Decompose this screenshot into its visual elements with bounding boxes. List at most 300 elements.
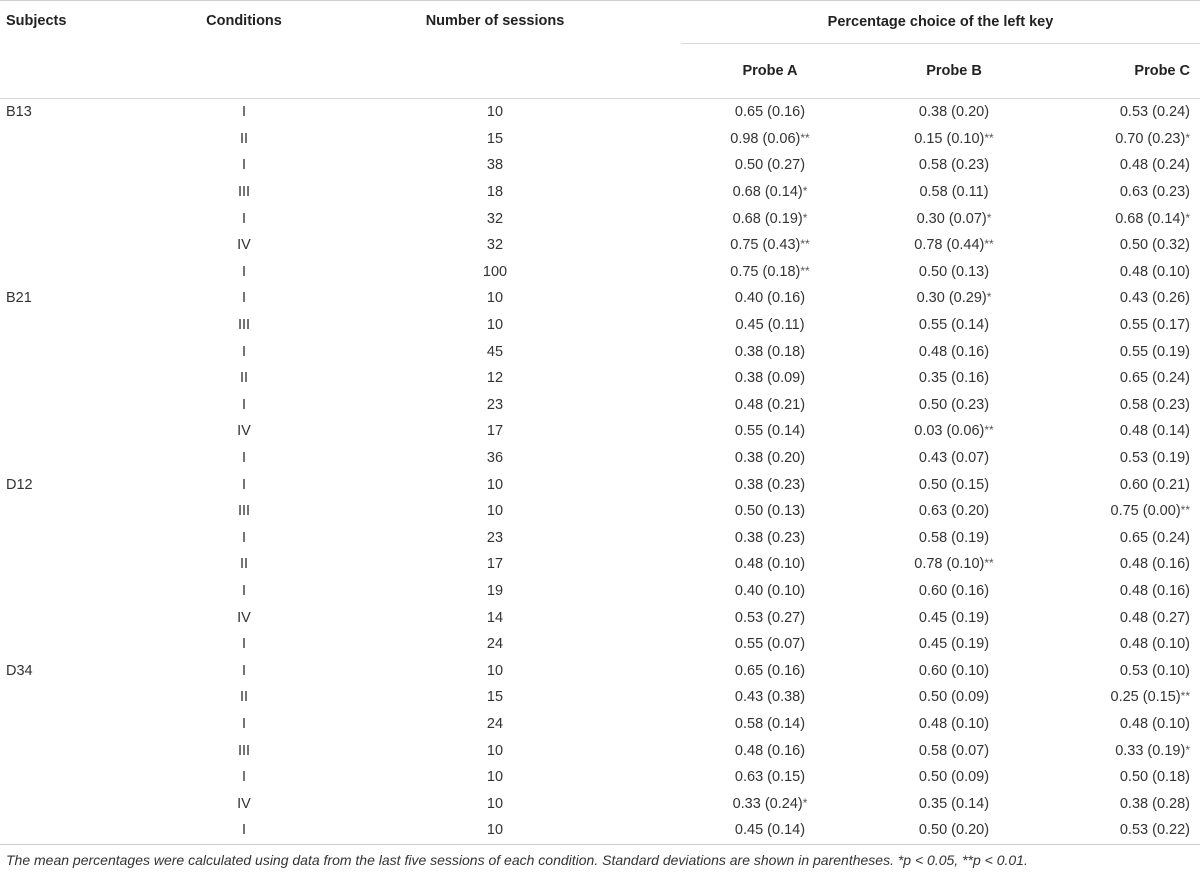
cell-probe-c [1049, 790, 1200, 817]
table-row [0, 179, 1200, 206]
cell-condition [179, 817, 309, 844]
cell-condition-value: I [241, 157, 247, 174]
cell-sessions [309, 205, 681, 232]
cell-probe-c-value: 0.53 (0.24) [1119, 104, 1190, 121]
significance-marker: ** [800, 263, 810, 278]
cell-probe-c-value: 0.58 (0.23) [1119, 396, 1190, 413]
cell-subject [0, 99, 179, 126]
cell-subject [0, 525, 179, 552]
table-body [0, 99, 1200, 845]
cell-condition-value: I [241, 715, 247, 732]
cell-sessions-value: 17 [486, 556, 504, 573]
table-row [0, 684, 1200, 711]
cell-probe-b [859, 711, 1049, 738]
cell-probe-b-value: 0.48 (0.10) [918, 715, 990, 732]
cell-probe-b-value: 0.50 (0.15) [918, 476, 990, 493]
cell-probe-a [681, 790, 859, 817]
cell-condition [179, 657, 309, 684]
cell-subject [0, 471, 179, 498]
cell-sessions [309, 392, 681, 419]
cell-condition-value: III [237, 184, 251, 201]
cell-sessions-value: 12 [486, 370, 504, 387]
cell-probe-c [1049, 551, 1200, 578]
cell-probe-c [1049, 205, 1200, 232]
cell-probe-a [681, 578, 859, 605]
cell-probe-b [859, 764, 1049, 791]
cell-condition-value: I [241, 636, 247, 653]
significance-marker: ** [800, 237, 810, 252]
significance-marker: * [986, 210, 992, 225]
cell-sessions-value: 19 [486, 582, 504, 599]
cell-probe-b [859, 312, 1049, 339]
cell-probe-c [1049, 578, 1200, 605]
cell-probe-b [859, 126, 1049, 153]
cell-probe-c [1049, 338, 1200, 365]
cell-probe-b-value: 0.15 (0.10) [914, 130, 985, 147]
cell-condition-value: IV [237, 795, 251, 812]
cell-probe-c [1049, 312, 1200, 339]
cell-condition-value: I [241, 104, 247, 121]
cell-probe-a [681, 551, 859, 578]
cell-probe-c [1049, 604, 1200, 631]
cell-probe-c-value: 0.48 (0.27) [1119, 609, 1190, 626]
cell-probe-a-value: 0.65 (0.16) [734, 104, 806, 121]
cell-condition [179, 232, 309, 259]
cell-probe-c-value: 0.48 (0.16) [1119, 582, 1190, 599]
cell-subject-value: D34 [6, 662, 33, 679]
cell-probe-b [859, 525, 1049, 552]
cell-probe-a-value: 0.65 (0.16) [734, 662, 806, 679]
cell-probe-b-value: 0.63 (0.20) [918, 503, 990, 520]
cell-subject [0, 179, 179, 206]
cell-sessions [309, 737, 681, 764]
significance-marker: ** [984, 237, 994, 252]
significance-marker: * [1185, 742, 1190, 757]
cell-condition-value: IV [237, 423, 251, 440]
cell-probe-b-value: 0.48 (0.16) [918, 343, 990, 360]
cell-probe-b-value: 0.43 (0.07) [918, 450, 990, 467]
cell-condition-value: I [241, 210, 247, 227]
cell-probe-b [859, 285, 1049, 312]
cell-probe-c-value: 0.70 (0.23) [1115, 130, 1186, 147]
table-row [0, 790, 1200, 817]
cell-subject [0, 338, 179, 365]
cell-condition [179, 764, 309, 791]
cell-probe-a [681, 684, 859, 711]
cell-sessions-value: 10 [486, 822, 504, 839]
cell-probe-b [859, 551, 1049, 578]
cell-condition [179, 205, 309, 232]
table-row [0, 152, 1200, 179]
cell-probe-a-value: 0.68 (0.19) [732, 210, 803, 227]
table-row [0, 737, 1200, 764]
cell-condition [179, 99, 309, 126]
cell-probe-a-value: 0.48 (0.21) [734, 396, 806, 413]
cell-probe-a-value: 0.55 (0.14) [734, 423, 806, 440]
cell-probe-a [681, 711, 859, 738]
header-probe-b: Probe B [859, 44, 1049, 99]
table-row [0, 312, 1200, 339]
significance-marker: ** [1180, 689, 1190, 704]
cell-probe-c [1049, 684, 1200, 711]
cell-condition-value: I [241, 396, 247, 413]
cell-sessions-value: 38 [486, 157, 504, 174]
cell-probe-c-value: 0.48 (0.10) [1119, 263, 1190, 280]
cell-probe-b [859, 392, 1049, 419]
cell-sessions-value: 15 [486, 689, 504, 706]
cell-probe-b-value: 0.58 (0.07) [918, 742, 990, 759]
cell-condition [179, 525, 309, 552]
table-row [0, 525, 1200, 552]
cell-probe-b [859, 737, 1049, 764]
cell-condition-value: I [241, 662, 247, 679]
cell-probe-b [859, 817, 1049, 844]
cell-subject [0, 365, 179, 392]
cell-probe-c [1049, 365, 1200, 392]
cell-subject-value: D12 [6, 476, 33, 493]
cell-probe-a-value: 0.63 (0.15) [734, 769, 806, 786]
cell-probe-b [859, 631, 1049, 658]
table-row [0, 578, 1200, 605]
significance-marker: ** [1180, 503, 1190, 518]
table-row [0, 657, 1200, 684]
cell-probe-a [681, 817, 859, 844]
cell-probe-b [859, 657, 1049, 684]
cell-probe-c-value: 0.25 (0.15) [1110, 689, 1181, 706]
significance-marker: * [1185, 130, 1190, 145]
cell-sessions [309, 152, 681, 179]
cell-condition [179, 737, 309, 764]
cell-sessions-value: 36 [486, 450, 504, 467]
cell-probe-a [681, 657, 859, 684]
cell-probe-a-value: 0.98 (0.06) [730, 130, 801, 147]
cell-probe-b [859, 445, 1049, 472]
cell-sessions-value: 24 [486, 636, 504, 653]
cell-probe-b-value: 0.58 (0.23) [918, 157, 990, 174]
cell-condition [179, 684, 309, 711]
cell-probe-a-value: 0.38 (0.09) [734, 370, 806, 387]
cell-probe-a [681, 631, 859, 658]
cell-probe-c [1049, 445, 1200, 472]
cell-probe-b [859, 99, 1049, 126]
cell-subject [0, 232, 179, 259]
cell-sessions-value: 15 [486, 130, 504, 147]
cell-condition-value: II [239, 130, 249, 147]
cell-condition [179, 179, 309, 206]
cell-sessions-value: 32 [486, 237, 504, 254]
cell-sessions-value: 32 [486, 210, 504, 227]
cell-probe-a-value: 0.75 (0.18) [730, 263, 801, 280]
cell-probe-c-value: 0.55 (0.17) [1119, 317, 1190, 334]
cell-sessions [309, 338, 681, 365]
cell-condition [179, 471, 309, 498]
cell-probe-c-value: 0.33 (0.19) [1115, 742, 1186, 759]
cell-probe-c-value: 0.48 (0.14) [1119, 423, 1190, 440]
cell-subject [0, 631, 179, 658]
cell-sessions-value: 23 [486, 396, 504, 413]
table-row [0, 418, 1200, 445]
cell-probe-a [681, 445, 859, 472]
table-row [0, 338, 1200, 365]
cell-sessions [309, 312, 681, 339]
cell-probe-a [681, 126, 859, 153]
cell-sessions [309, 445, 681, 472]
table-row [0, 445, 1200, 472]
cell-sessions-value: 10 [486, 317, 504, 334]
table-row [0, 126, 1200, 153]
header-probe-c: Probe C [1049, 44, 1200, 99]
header-percentage: Percentage choice of the left key [681, 1, 1200, 44]
cell-probe-a [681, 604, 859, 631]
table-row [0, 551, 1200, 578]
cell-condition-value: II [239, 370, 249, 387]
cell-sessions-value: 100 [482, 263, 508, 280]
cell-probe-b [859, 578, 1049, 605]
cell-probe-a [681, 498, 859, 525]
cell-sessions [309, 551, 681, 578]
cell-probe-c [1049, 525, 1200, 552]
cell-sessions [309, 578, 681, 605]
table-row [0, 365, 1200, 392]
cell-probe-a [681, 99, 859, 126]
cell-sessions [309, 232, 681, 259]
cell-subject [0, 152, 179, 179]
cell-condition-value: II [239, 689, 249, 706]
cell-probe-a [681, 392, 859, 419]
cell-subject [0, 418, 179, 445]
cell-condition-value: I [241, 822, 247, 839]
cell-probe-b [859, 498, 1049, 525]
cell-probe-a-value: 0.45 (0.11) [735, 317, 805, 334]
cell-probe-a-value: 0.53 (0.27) [734, 609, 806, 626]
cell-probe-b-value: 0.60 (0.10) [918, 662, 990, 679]
cell-subject-value: B13 [6, 104, 32, 121]
cell-probe-c [1049, 657, 1200, 684]
header-sessions: Number of sessions [309, 1, 681, 99]
cell-probe-b-value: 0.58 (0.11) [919, 184, 989, 201]
cell-probe-b-value: 0.30 (0.07) [916, 210, 987, 227]
cell-probe-c [1049, 471, 1200, 498]
cell-condition [179, 604, 309, 631]
cell-probe-a-value: 0.75 (0.43) [730, 237, 801, 254]
cell-sessions [309, 790, 681, 817]
cell-probe-c [1049, 737, 1200, 764]
significance-marker: * [802, 184, 808, 199]
cell-subject [0, 285, 179, 312]
cell-condition-value: II [239, 556, 249, 573]
cell-probe-b [859, 232, 1049, 259]
cell-probe-b-value: 0.50 (0.09) [918, 769, 990, 786]
cell-condition [179, 126, 309, 153]
cell-probe-b-value: 0.50 (0.20) [918, 822, 990, 839]
cell-sessions [309, 99, 681, 126]
cell-probe-b [859, 338, 1049, 365]
cell-sessions-value: 45 [486, 343, 504, 360]
cell-sessions-value: 18 [486, 184, 504, 201]
cell-probe-c [1049, 392, 1200, 419]
cell-probe-a-value: 0.40 (0.10) [734, 582, 806, 599]
cell-probe-a-value: 0.68 (0.14) [732, 184, 803, 201]
cell-subject [0, 684, 179, 711]
cell-probe-a [681, 471, 859, 498]
cell-condition [179, 418, 309, 445]
cell-condition [179, 551, 309, 578]
significance-marker: ** [984, 423, 994, 438]
cell-probe-c-value: 0.50 (0.18) [1119, 769, 1190, 786]
cell-sessions [309, 471, 681, 498]
table-header [0, 1, 1200, 99]
table-row [0, 285, 1200, 312]
cell-probe-a-value: 0.58 (0.14) [734, 715, 806, 732]
cell-sessions-value: 14 [486, 609, 504, 626]
cell-sessions-value: 23 [486, 529, 504, 546]
cell-probe-a [681, 179, 859, 206]
cell-probe-c-value: 0.50 (0.32) [1119, 237, 1190, 254]
table-row [0, 817, 1200, 844]
cell-probe-a [681, 418, 859, 445]
cell-sessions [309, 684, 681, 711]
cell-sessions-value: 10 [486, 104, 504, 121]
cell-probe-a [681, 312, 859, 339]
cell-probe-a-value: 0.50 (0.13) [734, 503, 806, 520]
cell-condition-value: I [241, 343, 247, 360]
cell-probe-b [859, 365, 1049, 392]
cell-sessions [309, 817, 681, 844]
cell-probe-b-value: 0.50 (0.13) [918, 263, 990, 280]
cell-probe-b-value: 0.03 (0.06) [914, 423, 985, 440]
cell-probe-b-value: 0.50 (0.09) [918, 689, 990, 706]
cell-sessions [309, 126, 681, 153]
cell-probe-a-value: 0.48 (0.16) [734, 742, 806, 759]
cell-condition-value: IV [237, 237, 251, 254]
cell-probe-c [1049, 126, 1200, 153]
cell-probe-c [1049, 711, 1200, 738]
cell-condition [179, 790, 309, 817]
cell-probe-b-value: 0.78 (0.44) [914, 237, 985, 254]
table-row [0, 205, 1200, 232]
cell-probe-c-value: 0.48 (0.10) [1119, 636, 1190, 653]
table-row [0, 711, 1200, 738]
cell-condition [179, 338, 309, 365]
cell-probe-b-value: 0.50 (0.23) [918, 396, 990, 413]
cell-probe-c [1049, 285, 1200, 312]
cell-probe-b [859, 471, 1049, 498]
significance-marker: ** [800, 130, 810, 145]
cell-probe-a [681, 152, 859, 179]
cell-probe-a [681, 285, 859, 312]
table-row [0, 764, 1200, 791]
cell-probe-a [681, 259, 859, 286]
cell-probe-b [859, 418, 1049, 445]
cell-probe-b-value: 0.45 (0.19) [918, 609, 990, 626]
cell-probe-b [859, 179, 1049, 206]
cell-probe-c-value: 0.48 (0.10) [1119, 715, 1190, 732]
cell-probe-a-value: 0.48 (0.10) [734, 556, 806, 573]
cell-sessions [309, 259, 681, 286]
cell-probe-c-value: 0.53 (0.10) [1119, 662, 1190, 679]
cell-subject [0, 205, 179, 232]
cell-sessions [309, 631, 681, 658]
cell-sessions-value: 10 [486, 769, 504, 786]
cell-sessions-value: 10 [486, 503, 504, 520]
cell-condition-value: I [241, 290, 247, 307]
cell-sessions [309, 711, 681, 738]
cell-probe-c-value: 0.55 (0.19) [1119, 343, 1190, 360]
cell-probe-c-value: 0.65 (0.24) [1119, 529, 1190, 546]
cell-sessions [309, 179, 681, 206]
cell-sessions [309, 418, 681, 445]
cell-condition-value: I [241, 450, 247, 467]
cell-probe-c-value: 0.65 (0.24) [1119, 370, 1190, 387]
cell-condition-value: I [241, 582, 247, 599]
cell-probe-a [681, 338, 859, 365]
cell-condition [179, 312, 309, 339]
cell-condition-value: III [237, 742, 251, 759]
cell-condition [179, 259, 309, 286]
table-row [0, 604, 1200, 631]
cell-probe-b [859, 259, 1049, 286]
cell-probe-c [1049, 232, 1200, 259]
cell-probe-b-value: 0.35 (0.14) [918, 795, 990, 812]
cell-probe-c [1049, 179, 1200, 206]
significance-marker: * [802, 210, 808, 225]
cell-condition-value: III [237, 317, 251, 334]
cell-sessions [309, 285, 681, 312]
cell-condition [179, 578, 309, 605]
cell-probe-a-value: 0.55 (0.07) [734, 636, 806, 653]
significance-marker: * [986, 290, 992, 305]
cell-sessions-value: 10 [486, 476, 504, 493]
cell-subject [0, 817, 179, 844]
significance-marker: * [1185, 210, 1190, 225]
cell-probe-c-value: 0.63 (0.23) [1119, 184, 1190, 201]
cell-subject-value: B21 [6, 290, 32, 307]
cell-probe-a-value: 0.38 (0.23) [734, 529, 806, 546]
cell-probe-a-value: 0.43 (0.38) [734, 689, 806, 706]
cell-probe-a [681, 205, 859, 232]
table-row [0, 99, 1200, 126]
cell-condition [179, 285, 309, 312]
cell-condition [179, 445, 309, 472]
table-footnote: The mean percentages were calculated using data from the last five sessions of each condition. Standard deviations are shown in parentheses. *p < 0.05, **p < 0.01. [6, 852, 1028, 868]
cell-probe-c-value: 0.75 (0.00) [1110, 503, 1181, 520]
cell-sessions-value: 10 [486, 742, 504, 759]
cell-subject [0, 711, 179, 738]
cell-probe-a-value: 0.38 (0.18) [734, 343, 806, 360]
cell-condition [179, 498, 309, 525]
cell-sessions [309, 365, 681, 392]
cell-probe-b [859, 152, 1049, 179]
cell-subject [0, 551, 179, 578]
cell-condition-value: III [237, 503, 251, 520]
cell-probe-a-value: 0.38 (0.20) [734, 450, 806, 467]
cell-condition-value: I [241, 529, 247, 546]
cell-probe-b-value: 0.55 (0.14) [918, 317, 990, 334]
cell-probe-c [1049, 631, 1200, 658]
cell-condition [179, 631, 309, 658]
table-row [0, 232, 1200, 259]
cell-probe-b-value: 0.30 (0.29) [916, 290, 987, 307]
cell-subject [0, 392, 179, 419]
cell-sessions [309, 657, 681, 684]
cell-probe-c-value: 0.53 (0.22) [1119, 822, 1190, 839]
cell-condition-value: IV [237, 609, 251, 626]
cell-subject [0, 764, 179, 791]
cell-probe-a-value: 0.33 (0.24) [732, 795, 803, 812]
cell-probe-c [1049, 99, 1200, 126]
cell-subject [0, 445, 179, 472]
cell-condition [179, 365, 309, 392]
